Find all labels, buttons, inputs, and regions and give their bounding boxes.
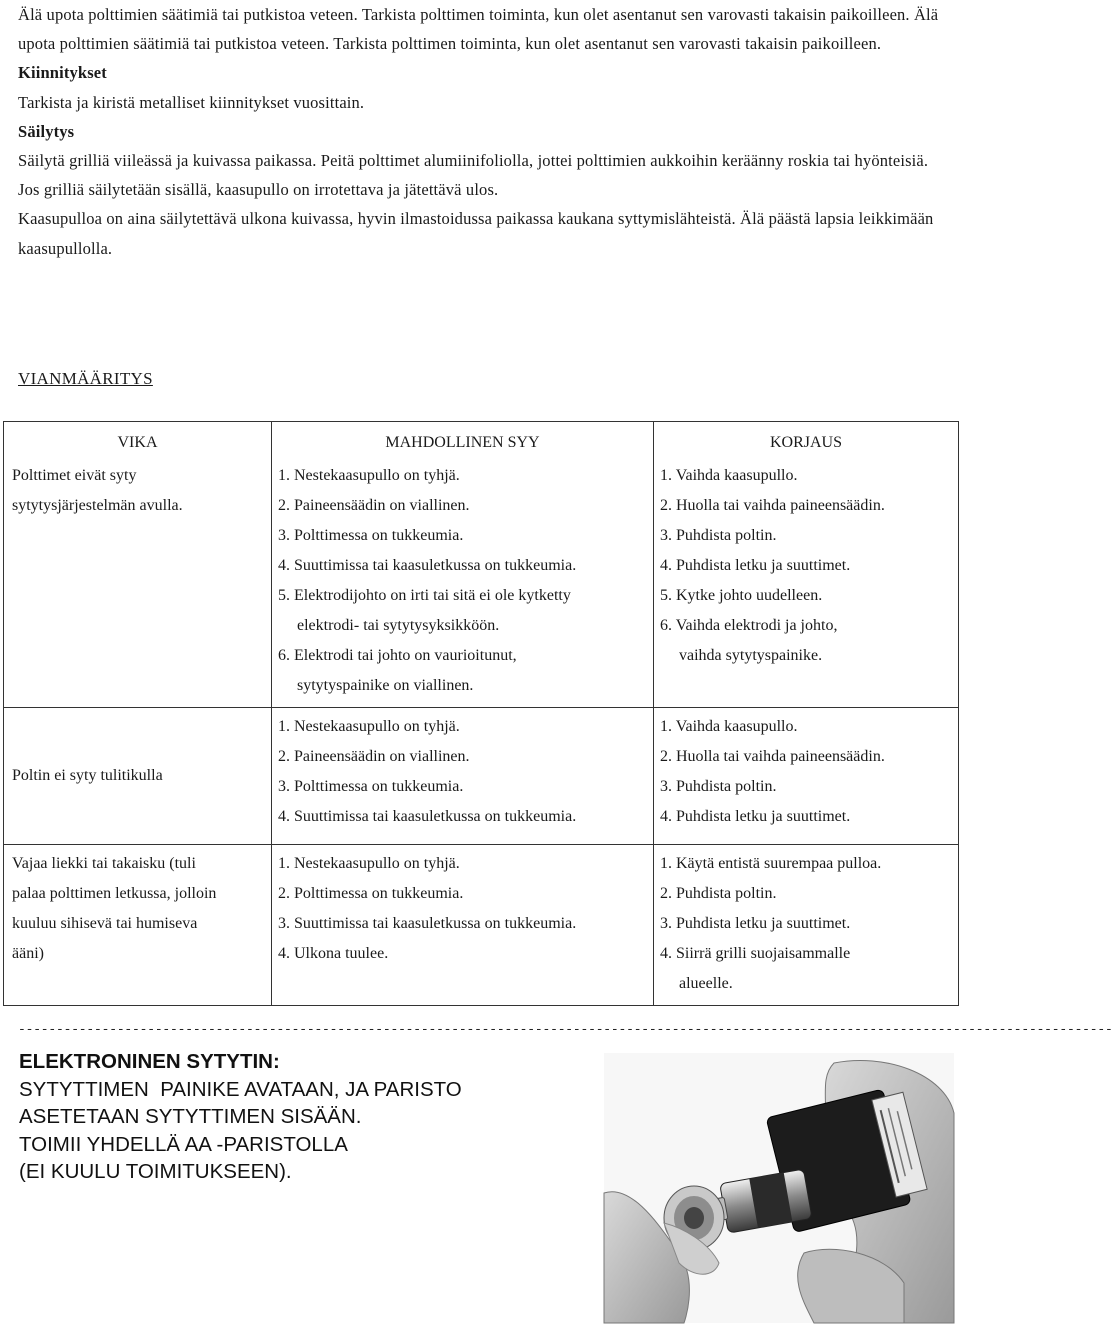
- igniter-battery-photo: [604, 1053, 954, 1323]
- igniter-line: TOIMII YHDELLÄ AA -PARISTOLLA: [19, 1132, 348, 1156]
- fix-line: 5. Kytke johto uudelleen.: [660, 586, 823, 604]
- fault-line: kuuluu sihisevä tai humiseva: [12, 914, 198, 932]
- storage-heading: Säilytys: [18, 121, 75, 141]
- igniter-section: [19, 1048, 462, 1186]
- fault-cell: [4, 844, 272, 1005]
- cause-line: 1. Nestekaasupullo on tyhjä.: [278, 466, 460, 484]
- fix-line: 3. Puhdista poltin.: [660, 526, 777, 544]
- table-row: [4, 844, 959, 1005]
- cause-line: 2. Paineensäädin on viallinen.: [278, 747, 470, 765]
- fix-line: alueelle.: [679, 974, 733, 992]
- fault-cell: [4, 457, 272, 708]
- troubleshooting-title: VIANMÄÄRITYS: [18, 369, 153, 388]
- fault-line: Poltin ei syty tulitikulla: [12, 766, 163, 784]
- storage-paragraph-1: Säilytä grilliä viileässä ja kuivassa paikassa. Peitä polttimet alumiinifoliolla, jottei polttimien aukkoihin keräänny roskia tai hyönteisiä.: [18, 151, 929, 171]
- cause-line: 1. Nestekaasupullo on tyhjä.: [278, 854, 460, 872]
- fix-line: 6. Vaihda elektrodi ja johto,: [660, 616, 838, 634]
- fastenings-heading: Kiinnitykset: [18, 63, 107, 83]
- fix-line: 4. Siirrä grilli suojaisammalle: [660, 944, 851, 962]
- fix-cell: [654, 707, 959, 844]
- fix-line: 4. Puhdista letku ja suuttimet.: [660, 807, 851, 825]
- storage-paragraph-3: Kaasupulloa on aina säilytettävä ulkona kuivassa, hyvin ilmastoidussa paikassa kaukana syttymislähteistä. Älä päästä lapsia leikkimään kaasupullolla.: [18, 209, 934, 258]
- igniter-line: (EI KUULU TOIMITUKSEEN).: [19, 1160, 292, 1183]
- fix-line: 2. Huolla tai vaihda paineensäädin.: [660, 496, 885, 514]
- fault-line: palaa polttimen letkussa, jolloin: [12, 884, 217, 902]
- header-cause: MAHDOLLINEN SYY: [272, 422, 654, 457]
- maintenance-text: [18, 0, 948, 263]
- header-fault: VIKA: [4, 422, 272, 457]
- cause-line: 3. Polttimessa on tukkeumia.: [278, 526, 464, 544]
- fault-line: Polttimet eivät syty: [12, 466, 137, 484]
- troubleshooting-table: [3, 421, 959, 1006]
- cause-line: 2. Paineensäädin on viallinen.: [278, 496, 470, 514]
- table-row: [4, 707, 959, 844]
- cause-line: 3. Polttimessa on tukkeumia.: [278, 777, 464, 795]
- fault-line: ääni): [12, 944, 44, 962]
- cause-line: 3. Suuttimissa tai kaasuletkussa on tukkeumia.: [278, 914, 577, 932]
- table-header-row: [4, 422, 959, 457]
- fix-line: 2. Huolla tai vaihda paineensäädin.: [660, 747, 885, 765]
- cause-cell: [272, 707, 654, 844]
- fix-line: 1. Vaihda kaasupullo.: [660, 717, 798, 735]
- cause-line: 4. Suuttimissa tai kaasuletkussa on tukkeumia.: [278, 556, 577, 574]
- fix-line: 3. Puhdista poltin.: [660, 777, 777, 795]
- cause-line: 4. Suuttimissa tai kaasuletkussa on tukkeumia.: [278, 807, 577, 825]
- fastenings-paragraph: Tarkista ja kiristä metalliset kiinnitykset vuosittain.: [18, 92, 365, 112]
- fix-line: 3. Puhdista letku ja suuttimet.: [660, 914, 851, 932]
- fault-cell: [4, 707, 272, 844]
- igniter-title: ELEKTRONINEN SYTYTIN:: [19, 1050, 280, 1073]
- cause-line: 1. Nestekaasupullo on tyhjä.: [278, 717, 460, 735]
- storage-paragraph-2: Jos grilliä säilytetään sisällä, kaasupullo on irrotettava ja jätettävä ulos.: [18, 180, 499, 200]
- fix-line: 1. Vaihda kaasupullo.: [660, 466, 798, 484]
- header-fix: KORJAUS: [654, 422, 959, 457]
- fault-line: Vajaa liekki tai takaisku (tuli: [12, 854, 196, 872]
- cause-cell: [272, 457, 654, 708]
- fix-cell: [654, 844, 959, 1005]
- dashed-separator: ------------------------------------------------------------------------------------------------------------------------------------------------: [18, 1022, 1113, 1037]
- cause-line: 4. Ulkona tuulee.: [278, 944, 389, 962]
- cause-cell: [272, 844, 654, 1005]
- cleaning-paragraph: Älä upota polttimien säätimiä tai putkistoa veteen. Tarkista polttimen toiminta, kun olet asentanut sen varovasti takaisin paikoilleen. Älä upota polttimien säätimiä tai putkistoa veteen. Tarkista polttimen toiminta, kun olet asentanut sen varovasti takaisin paikoilleen.: [18, 5, 939, 54]
- table-row: [4, 457, 959, 708]
- fix-line: 2. Puhdista poltin.: [660, 884, 777, 902]
- igniter-line: ASETETAAN SYTYTTIMEN SISÄÄN.: [19, 1105, 362, 1128]
- cause-line: elektrodi- tai sytytysyksikköön.: [297, 616, 500, 634]
- cause-line: 2. Polttimessa on tukkeumia.: [278, 884, 464, 902]
- fault-line: sytytysjärjestelmän avulla.: [12, 496, 183, 514]
- cause-line: sytytyspainike on viallinen.: [297, 676, 474, 694]
- igniter-line: SYTYTTIMEN PAINIKE AVATAAN, JA PARISTO: [19, 1077, 462, 1101]
- fix-line: vaihda sytytyspainike.: [679, 646, 823, 664]
- fix-line: 4. Puhdista letku ja suuttimet.: [660, 556, 851, 574]
- cause-line: 6. Elektrodi tai johto on vaurioitunut,: [278, 646, 517, 664]
- fix-cell: [654, 457, 959, 708]
- cause-line: 5. Elektrodijohto on irti tai sitä ei ole kytketty: [278, 586, 571, 604]
- fix-line: 1. Käytä entistä suurempaa pulloa.: [660, 854, 882, 872]
